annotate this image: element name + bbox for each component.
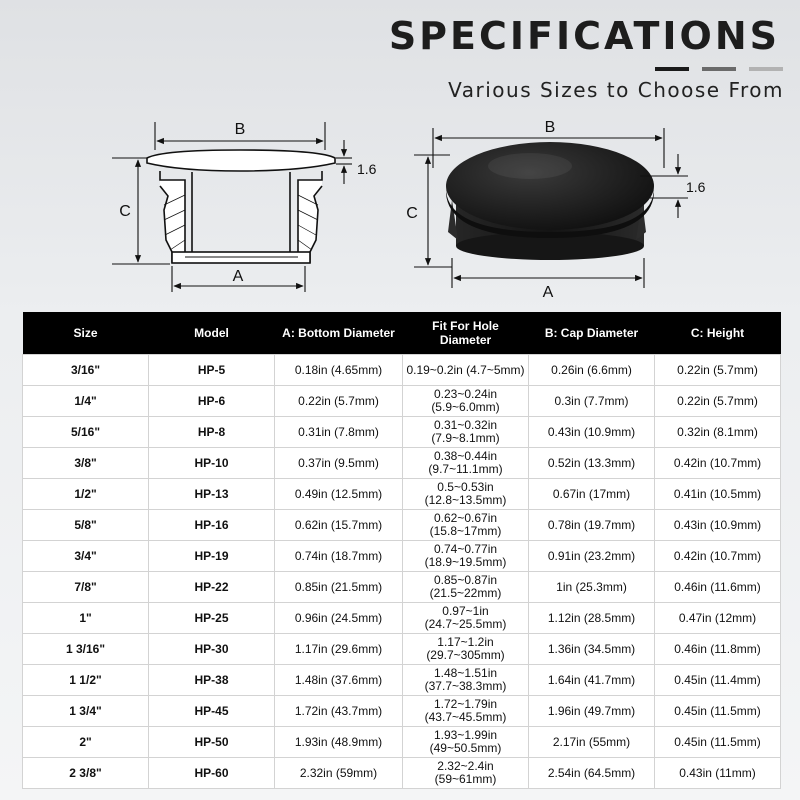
cell-size: 1/4" — [23, 386, 149, 417]
cell-height: 0.42in (10.7mm) — [655, 541, 781, 572]
product-label-b: B — [544, 119, 556, 136]
cell-hole-diameter: 1.72~1.79in (43.7~45.5mm) — [403, 696, 529, 727]
cell-hole-diameter: 0.74~0.77in (18.9~19.5mm) — [403, 541, 529, 572]
cross-section-drawing — [147, 150, 335, 263]
table-row — [23, 758, 781, 789]
column-header-hole-diameter: Fit For Hole Diameter — [403, 312, 529, 355]
cell-height: 0.46in (11.8mm) — [655, 634, 781, 665]
table-row — [23, 479, 781, 510]
cell-height: 0.47in (12mm) — [655, 603, 781, 634]
cell-size: 1 1/2" — [23, 665, 149, 696]
column-header-height: C: Height — [655, 312, 781, 355]
cell-size: 2" — [23, 727, 149, 758]
cell-cap-diameter: 1.12in (28.5mm) — [529, 603, 655, 634]
cell-hole-diameter: 2.32~2.4in (59~61mm) — [403, 758, 529, 789]
product-photo — [446, 142, 654, 260]
cell-cap-diameter: 2.54in (64.5mm) — [529, 758, 655, 789]
cell-model: HP-25 — [149, 603, 275, 634]
cell-model: HP-38 — [149, 665, 275, 696]
table-row — [23, 417, 781, 448]
cell-model: HP-60 — [149, 758, 275, 789]
cell-height: 0.43in (10.9mm) — [655, 510, 781, 541]
cell-size: 1 3/16" — [23, 634, 149, 665]
table-row — [23, 448, 781, 479]
cell-bottom-diameter: 0.37in (9.5mm) — [275, 448, 403, 479]
cell-bottom-diameter: 1.48in (37.6mm) — [275, 665, 403, 696]
cell-model: HP-13 — [149, 479, 275, 510]
cell-hole-diameter: 1.93~1.99in (49~50.5mm) — [403, 727, 529, 758]
cell-model: HP-19 — [149, 541, 275, 572]
cell-model: HP-45 — [149, 696, 275, 727]
cell-size: 1 3/4" — [23, 696, 149, 727]
cell-cap-diameter: 0.78in (19.7mm) — [529, 510, 655, 541]
cell-bottom-diameter: 2.32in (59mm) — [275, 758, 403, 789]
cell-bottom-diameter: 1.93in (48.9mm) — [275, 727, 403, 758]
cell-size: 5/16" — [23, 417, 149, 448]
product-label-c: C — [406, 205, 418, 222]
cell-model: HP-30 — [149, 634, 275, 665]
cell-height: 0.43in (11mm) — [655, 758, 781, 789]
cell-size: 1/2" — [23, 479, 149, 510]
cell-cap-diameter: 0.91in (23.2mm) — [529, 541, 655, 572]
cell-model: HP-22 — [149, 572, 275, 603]
column-header-model: Model — [149, 312, 275, 355]
cell-model: HP-6 — [149, 386, 275, 417]
table-row — [23, 603, 781, 634]
cell-bottom-diameter: 0.74in (18.7mm) — [275, 541, 403, 572]
cell-bottom-diameter: 0.22in (5.7mm) — [275, 386, 403, 417]
product-label-thickness: 1.6 — [686, 179, 706, 195]
cell-hole-diameter: 0.62~0.67in (15.8~17mm) — [403, 510, 529, 541]
cell-cap-diameter: 0.67in (17mm) — [529, 479, 655, 510]
cell-cap-diameter: 0.43in (10.9mm) — [529, 417, 655, 448]
section-label-b: B — [234, 121, 246, 138]
table-row — [23, 355, 781, 386]
cell-bottom-diameter: 0.31in (7.8mm) — [275, 417, 403, 448]
cell-height: 0.32in (8.1mm) — [655, 417, 781, 448]
cell-height: 0.22in (5.7mm) — [655, 355, 781, 386]
cell-cap-diameter: 2.17in (55mm) — [529, 727, 655, 758]
spec-table-body — [23, 355, 781, 789]
cell-model: HP-8 — [149, 417, 275, 448]
cell-hole-diameter: 0.97~1in (24.7~25.5mm) — [403, 603, 529, 634]
table-row — [23, 696, 781, 727]
cell-cap-diameter: 1.64in (41.7mm) — [529, 665, 655, 696]
cell-cap-diameter: 1.36in (34.5mm) — [529, 634, 655, 665]
cell-bottom-diameter: 1.17in (29.6mm) — [275, 634, 403, 665]
dimension-diagrams — [0, 0, 800, 312]
cell-hole-diameter: 0.85~0.87in (21.5~22mm) — [403, 572, 529, 603]
table-row — [23, 541, 781, 572]
cell-cap-diameter: 0.26in (6.6mm) — [529, 355, 655, 386]
section-label-a: A — [232, 268, 244, 285]
cell-model: HP-10 — [149, 448, 275, 479]
cell-bottom-diameter: 0.62in (15.7mm) — [275, 510, 403, 541]
table-row — [23, 386, 781, 417]
cell-hole-diameter: 1.17~1.2in (29.7~305mm) — [403, 634, 529, 665]
cell-cap-diameter: 1in (25.3mm) — [529, 572, 655, 603]
cell-model: HP-16 — [149, 510, 275, 541]
cell-height: 0.45in (11.4mm) — [655, 665, 781, 696]
page-subtitle: Various Sizes to Choose From — [448, 78, 784, 102]
spec-table-header — [23, 312, 781, 355]
cell-hole-diameter: 0.38~0.44in (9.7~11.1mm) — [403, 448, 529, 479]
cell-hole-diameter: 0.5~0.53in (12.8~13.5mm) — [403, 479, 529, 510]
cell-hole-diameter: 0.19~0.2in (4.7~5mm) — [403, 355, 529, 386]
cell-model: HP-50 — [149, 727, 275, 758]
cell-cap-diameter: 0.52in (13.3mm) — [529, 448, 655, 479]
cell-height: 0.45in (11.5mm) — [655, 696, 781, 727]
table-row — [23, 665, 781, 696]
section-label-thickness: 1.6 — [357, 161, 377, 177]
cell-bottom-diameter: 0.85in (21.5mm) — [275, 572, 403, 603]
cell-cap-diameter: 1.96in (49.7mm) — [529, 696, 655, 727]
cell-hole-diameter: 0.31~0.32in (7.9~8.1mm) — [403, 417, 529, 448]
cell-hole-diameter: 0.23~0.24in (5.9~6.0mm) — [403, 386, 529, 417]
table-row — [23, 727, 781, 758]
cell-bottom-diameter: 0.49in (12.5mm) — [275, 479, 403, 510]
cell-size: 2 3/8" — [23, 758, 149, 789]
cell-size: 3/8" — [23, 448, 149, 479]
column-header-size: Size — [23, 312, 149, 355]
cell-bottom-diameter: 0.96in (24.5mm) — [275, 603, 403, 634]
column-header-cap-diameter: B: Cap Diameter — [529, 312, 655, 355]
cell-height: 0.41in (10.5mm) — [655, 479, 781, 510]
cell-size: 1" — [23, 603, 149, 634]
table-row — [23, 572, 781, 603]
cell-bottom-diameter: 0.18in (4.65mm) — [275, 355, 403, 386]
page-title: SPECIFICATIONS — [388, 14, 780, 58]
header-row — [23, 312, 781, 355]
product-label-a: A — [542, 284, 554, 301]
cell-hole-diameter: 1.48~1.51in (37.7~38.3mm) — [403, 665, 529, 696]
cell-height: 0.42in (10.7mm) — [655, 448, 781, 479]
cell-height: 0.46in (11.6mm) — [655, 572, 781, 603]
table-row — [23, 634, 781, 665]
spec-table — [22, 312, 781, 789]
cell-cap-diameter: 0.3in (7.7mm) — [529, 386, 655, 417]
cell-height: 0.45in (11.5mm) — [655, 727, 781, 758]
section-label-c: C — [119, 203, 131, 220]
column-header-bottom-diameter: A: Bottom Diameter — [275, 312, 403, 355]
cell-size: 7/8" — [23, 572, 149, 603]
table-row — [23, 510, 781, 541]
cell-bottom-diameter: 1.72in (43.7mm) — [275, 696, 403, 727]
cell-height: 0.22in (5.7mm) — [655, 386, 781, 417]
cell-size: 3/4" — [23, 541, 149, 572]
cell-size: 3/16" — [23, 355, 149, 386]
cell-model: HP-5 — [149, 355, 275, 386]
cell-size: 5/8" — [23, 510, 149, 541]
